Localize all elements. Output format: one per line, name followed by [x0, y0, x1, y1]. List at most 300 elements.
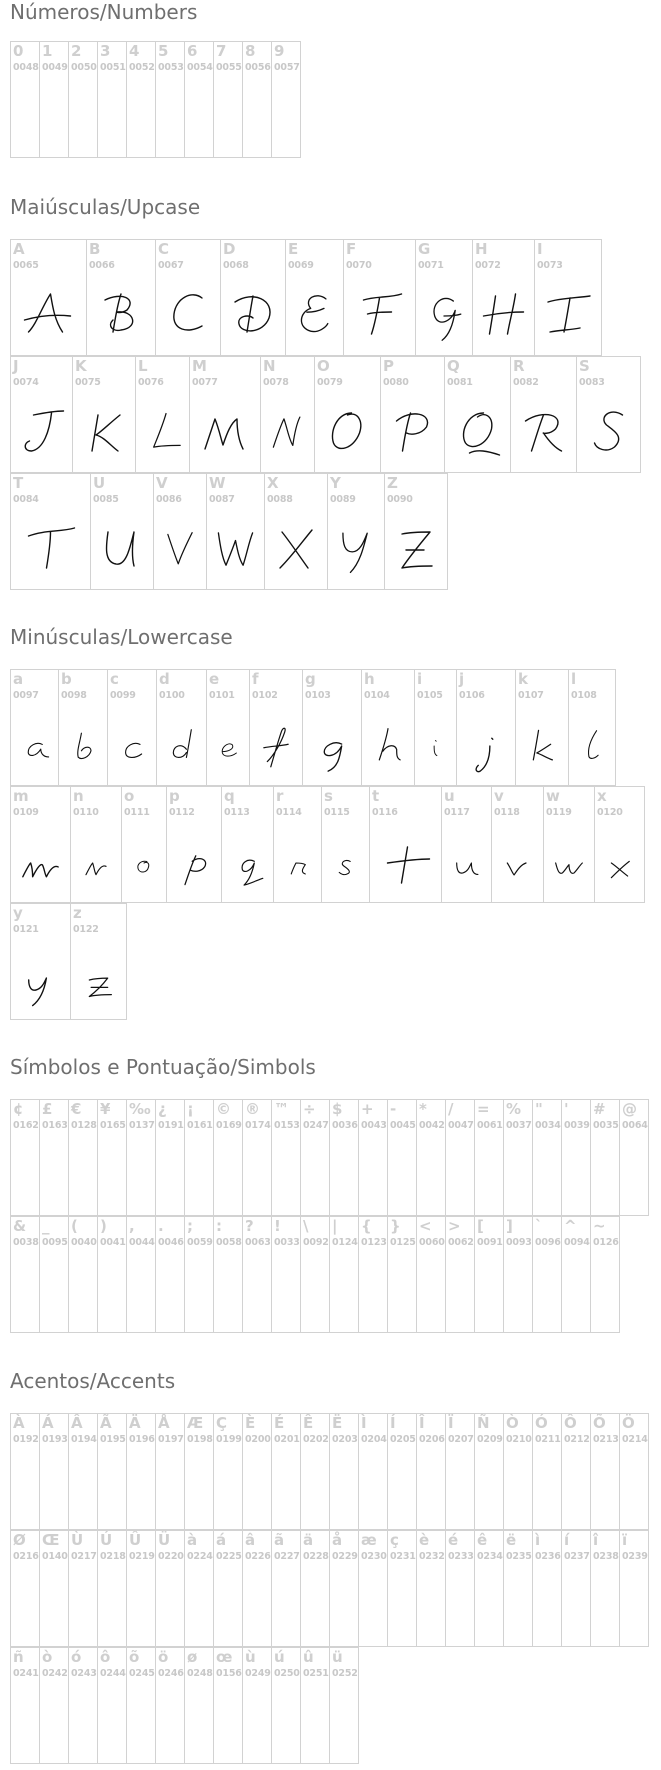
- glyph-character: p: [169, 787, 180, 805]
- glyph-character: ü: [332, 1648, 343, 1666]
- glyph-code: 0124: [332, 1237, 358, 1248]
- glyph-character: ": [535, 1100, 543, 1118]
- glyph-code: 0250: [274, 1668, 300, 1679]
- glyph-sample-O: [315, 403, 380, 463]
- glyph-character: h: [364, 670, 375, 688]
- glyph-character: 6: [187, 42, 198, 60]
- glyph-character: í: [564, 1531, 570, 1549]
- glyph-cell: [242, 1647, 272, 1764]
- glyph-sample-J: [11, 403, 72, 463]
- glyph-cell: [206, 669, 250, 786]
- glyph-code: 0251: [303, 1668, 329, 1679]
- glyph-code: 0220: [158, 1551, 184, 1562]
- glyph-character: w: [546, 787, 560, 805]
- glyph-cell: [491, 786, 544, 903]
- glyph-character: Q: [447, 357, 460, 375]
- glyph-code: 0248: [187, 1668, 213, 1679]
- glyph-cell: [456, 669, 516, 786]
- glyph-character: \: [303, 1217, 309, 1235]
- glyph-cell: [444, 356, 511, 473]
- glyph-cell: [445, 1099, 475, 1216]
- glyph-code: 0105: [417, 690, 443, 701]
- glyph-code: 0193: [42, 1434, 68, 1445]
- glyph-character: É: [274, 1414, 285, 1432]
- glyph-cell: [10, 1216, 40, 1333]
- glyph-cell: [220, 239, 286, 356]
- glyph-code: 0080: [383, 377, 409, 388]
- glyph-character: ô: [100, 1648, 111, 1666]
- glyph-code: 0093: [506, 1237, 532, 1248]
- glyph-code: 0197: [158, 1434, 184, 1445]
- glyph-code: 0082: [513, 377, 539, 388]
- glyph-sample-A: [11, 286, 86, 346]
- glyph-character: ê: [477, 1531, 488, 1549]
- glyph-cell: [285, 239, 344, 356]
- glyph-cell: [155, 1647, 185, 1764]
- glyph-sample-d: [157, 716, 206, 776]
- glyph-character: E: [288, 240, 299, 258]
- glyph-code: 0064: [622, 1120, 648, 1131]
- glyph-code: 0153: [274, 1120, 300, 1131]
- glyph-cell: [534, 239, 602, 356]
- glyph-character: Ã: [100, 1414, 112, 1432]
- glyph-cell: [358, 1530, 388, 1647]
- glyph-character: J: [13, 357, 19, 375]
- glyph-character: z: [73, 904, 82, 922]
- glyph-cell: [155, 1530, 185, 1647]
- glyph-cell: [416, 1530, 446, 1647]
- glyph-code: 0053: [158, 62, 184, 73]
- glyph-cell: [97, 41, 127, 158]
- glyph-cell: [343, 239, 416, 356]
- glyph-character: ¿: [158, 1100, 167, 1118]
- glyph-code: 0196: [129, 1434, 155, 1445]
- glyph-cell: [68, 1216, 98, 1333]
- glyph-character: +: [361, 1100, 374, 1118]
- section-title: Minúsculas/Lowercase: [10, 625, 233, 649]
- glyph-code: 0202: [303, 1434, 329, 1445]
- glyph-code: 0121: [13, 924, 39, 935]
- glyph-cell: [184, 1413, 214, 1530]
- glyph-character: L: [138, 357, 148, 375]
- glyph-character: H: [475, 240, 488, 258]
- glyph-cell: [561, 1216, 591, 1333]
- glyph-cell: [532, 1413, 562, 1530]
- glyph-character: O: [317, 357, 330, 375]
- glyph-code: 0042: [419, 1120, 445, 1131]
- glyph-cell: [10, 1647, 40, 1764]
- glyph-code: 0201: [274, 1434, 300, 1445]
- glyph-code: 0059: [187, 1237, 213, 1248]
- glyph-character: è: [419, 1531, 430, 1549]
- glyph-cell: [10, 786, 71, 903]
- glyph-character: Å: [158, 1414, 170, 1432]
- glyph-cell: [68, 1647, 98, 1764]
- glyph-cell: [474, 1530, 504, 1647]
- glyph-sample-L: [136, 403, 189, 463]
- glyph-code: 0051: [100, 62, 126, 73]
- glyph-cell: [153, 473, 207, 590]
- glyph-code: 0062: [448, 1237, 474, 1248]
- glyph-code: 0057: [274, 62, 300, 73]
- glyph-cell: [619, 1099, 649, 1216]
- glyph-cell: [503, 1099, 533, 1216]
- glyph-cell: [213, 1099, 243, 1216]
- glyph-cell: [300, 1647, 330, 1764]
- glyph-code: 0211: [535, 1434, 561, 1445]
- glyph-code: 0225: [216, 1551, 242, 1562]
- glyph-character: Ï: [448, 1414, 454, 1432]
- glyph-character: C: [158, 240, 170, 258]
- glyph-row: [10, 1530, 648, 1647]
- glyph-code: 0044: [129, 1237, 155, 1248]
- glyph-character: î: [593, 1531, 599, 1549]
- glyph-character: N: [263, 357, 276, 375]
- glyph-code: 0078: [263, 377, 289, 388]
- glyph-code: 0037: [506, 1120, 532, 1131]
- glyph-code: 0210: [506, 1434, 532, 1445]
- glyph-sample-P: [381, 403, 444, 463]
- glyph-code: 0074: [13, 377, 39, 388]
- glyph-sample-Q: [445, 403, 510, 463]
- glyph-code: 0165: [100, 1120, 126, 1131]
- glyph-character: ä: [303, 1531, 314, 1549]
- glyph-cell: [184, 1099, 214, 1216]
- glyph-cell: [594, 786, 645, 903]
- glyph-code: 0063: [245, 1237, 271, 1248]
- glyph-code: 0198: [187, 1434, 213, 1445]
- glyph-code: 0169: [216, 1120, 242, 1131]
- glyph-sample-s: [322, 833, 369, 893]
- glyph-cell: [242, 1216, 272, 1333]
- glyph-character: Ò: [506, 1414, 519, 1432]
- glyph-character: q: [224, 787, 235, 805]
- glyph-code: 0224: [187, 1551, 213, 1562]
- glyph-code: 0115: [324, 807, 350, 818]
- glyph-character: ®: [245, 1100, 260, 1118]
- glyph-character: 7: [216, 42, 227, 60]
- glyph-cell: [126, 1530, 156, 1647]
- glyph-character: Û: [129, 1531, 142, 1549]
- glyph-character: i: [417, 670, 423, 688]
- glyph-code: 0245: [129, 1668, 155, 1679]
- glyph-cell: [532, 1099, 562, 1216]
- glyph-sample-n: [71, 833, 121, 893]
- glyph-code: 0046: [158, 1237, 184, 1248]
- glyph-character: Ä: [129, 1414, 141, 1432]
- glyph-character: ö: [158, 1648, 169, 1666]
- glyph-sample-j: [457, 716, 515, 776]
- glyph-character: Æ: [187, 1414, 204, 1432]
- glyph-row: [10, 903, 126, 1020]
- glyph-code: 0120: [597, 807, 623, 818]
- glyph-cell: [39, 1216, 69, 1333]
- glyph-character: -: [390, 1100, 397, 1118]
- glyph-cell: [10, 41, 40, 158]
- glyph-sample-e: [207, 716, 249, 776]
- glyph-code: 0058: [216, 1237, 242, 1248]
- glyph-cell: [97, 1413, 127, 1530]
- glyph-character: 9: [274, 42, 285, 60]
- glyph-sample-H: [473, 286, 534, 346]
- glyph-cell: [416, 1413, 446, 1530]
- glyph-character: s: [324, 787, 333, 805]
- glyph-cell: [260, 356, 315, 473]
- glyph-character: Î: [419, 1414, 425, 1432]
- glyph-row: [10, 1647, 358, 1764]
- glyph-character: *: [419, 1100, 427, 1118]
- glyph-character: 5: [158, 42, 169, 60]
- glyph-character: ó: [71, 1648, 82, 1666]
- glyph-code: 0090: [387, 494, 413, 505]
- glyph-character: Ö: [622, 1414, 635, 1432]
- glyph-code: 0095: [42, 1237, 68, 1248]
- glyph-character: ': [564, 1100, 569, 1118]
- glyph-character: ?: [245, 1217, 254, 1235]
- glyph-row: [10, 1413, 648, 1530]
- glyph-sample-K: [73, 403, 135, 463]
- glyph-sample-G: [416, 286, 472, 346]
- glyph-character: P: [383, 357, 394, 375]
- glyph-cell: [121, 786, 167, 903]
- glyph-code: 0047: [448, 1120, 474, 1131]
- glyph-sample-T: [11, 520, 90, 580]
- glyph-code: 0052: [129, 62, 155, 73]
- glyph-cell: [213, 1413, 243, 1530]
- glyph-code: 0049: [42, 62, 68, 73]
- glyph-character: €: [71, 1100, 82, 1118]
- glyph-character: F: [346, 240, 357, 258]
- glyph-code: 0247: [303, 1120, 329, 1131]
- glyph-code: 0156: [216, 1668, 242, 1679]
- glyph-character: Ê: [303, 1414, 314, 1432]
- glyph-code: 0126: [593, 1237, 619, 1248]
- glyph-code: 0192: [13, 1434, 39, 1445]
- glyph-code: 0054: [187, 62, 213, 73]
- glyph-cell: [184, 1647, 214, 1764]
- glyph-cell: [503, 1530, 533, 1647]
- glyph-cell: [86, 239, 156, 356]
- glyph-character: @: [622, 1100, 637, 1118]
- glyph-character: Á: [42, 1414, 54, 1432]
- glyph-code: 0055: [216, 62, 242, 73]
- glyph-code: 0088: [267, 494, 293, 505]
- glyph-character: ¡: [187, 1100, 194, 1118]
- glyph-cell: [184, 1216, 214, 1333]
- glyph-code: 0140: [42, 1551, 68, 1562]
- glyph-code: 0137: [129, 1120, 155, 1131]
- glyph-code: 0206: [419, 1434, 445, 1445]
- glyph-code: 0235: [506, 1551, 532, 1562]
- glyph-cell: [206, 473, 265, 590]
- glyph-character: Y: [330, 474, 341, 492]
- glyph-cell: [97, 1099, 127, 1216]
- glyph-code: 0125: [390, 1237, 416, 1248]
- glyph-character: ™: [274, 1100, 289, 1118]
- glyph-cell: [503, 1216, 533, 1333]
- glyph-code: 0204: [361, 1434, 387, 1445]
- glyph-sample-o: [122, 833, 166, 893]
- glyph-code: 0249: [245, 1668, 271, 1679]
- glyph-cell: [387, 1413, 417, 1530]
- glyph-character: ï: [622, 1531, 628, 1549]
- glyph-cell: [445, 1530, 475, 1647]
- glyph-sample-X: [265, 520, 327, 580]
- glyph-character: å: [332, 1531, 343, 1549]
- glyph-row: [10, 1216, 619, 1333]
- glyph-cell: [184, 1530, 214, 1647]
- glyph-sample-z: [71, 950, 126, 1010]
- glyph-sample-R: [511, 403, 576, 463]
- glyph-character: !: [274, 1217, 281, 1235]
- glyph-code: 0217: [71, 1551, 97, 1562]
- glyph-character: r: [276, 787, 284, 805]
- glyph-character: |: [332, 1217, 338, 1235]
- glyph-code: 0199: [216, 1434, 242, 1445]
- glyph-sample-f: [250, 716, 302, 776]
- glyph-code: 0112: [169, 807, 195, 818]
- glyph-cell: [302, 669, 362, 786]
- glyph-character: Ë: [332, 1414, 343, 1432]
- glyph-code: 0089: [330, 494, 356, 505]
- glyph-cell: [590, 1099, 620, 1216]
- glyph-sample-x: [595, 833, 644, 893]
- glyph-sample-k: [516, 716, 568, 776]
- glyph-character: 1: [42, 42, 53, 60]
- glyph-cell: [10, 356, 73, 473]
- glyph-character: #: [593, 1100, 606, 1118]
- glyph-character: A: [13, 240, 25, 258]
- glyph-cell: [416, 1216, 446, 1333]
- glyph-code: 0098: [61, 690, 87, 701]
- glyph-character: g: [305, 670, 316, 688]
- glyph-sample-g: [303, 716, 361, 776]
- glyph-cell: [90, 473, 154, 590]
- glyph-code: 0048: [13, 62, 39, 73]
- glyph-cell: [561, 1413, 591, 1530]
- glyph-character: y: [13, 904, 23, 922]
- glyph-character: }: [390, 1217, 401, 1235]
- glyph-sample-i: [415, 716, 456, 776]
- glyph-sample-y: [11, 950, 70, 1010]
- glyph-code: 0213: [593, 1434, 619, 1445]
- glyph-sample-l: [569, 716, 615, 776]
- glyph-code: 0214: [622, 1434, 648, 1445]
- glyph-character: ã: [274, 1531, 285, 1549]
- glyph-cell: [10, 239, 87, 356]
- glyph-code: 0092: [303, 1237, 329, 1248]
- glyph-cell: [213, 41, 243, 158]
- glyph-code: 0195: [100, 1434, 126, 1445]
- glyph-character: W: [209, 474, 226, 492]
- glyph-cell: [189, 356, 261, 473]
- glyph-character: `: [535, 1217, 543, 1235]
- glyph-cell: [155, 41, 185, 158]
- glyph-cell: [329, 1413, 359, 1530]
- glyph-code: 0038: [13, 1237, 39, 1248]
- glyph-cell: [213, 1647, 243, 1764]
- glyph-character: [: [477, 1217, 484, 1235]
- glyph-character: {: [361, 1217, 372, 1235]
- glyph-cell: [619, 1413, 649, 1530]
- glyph-character: k: [518, 670, 528, 688]
- glyph-code: 0094: [564, 1237, 590, 1248]
- glyph-code: 0230: [361, 1551, 387, 1562]
- glyph-cell: [155, 1216, 185, 1333]
- glyph-cell: [300, 1216, 330, 1333]
- glyph-code: 0194: [71, 1434, 97, 1445]
- glyph-sample-U: [91, 520, 153, 580]
- glyph-cell: [543, 786, 595, 903]
- glyph-code: 0104: [364, 690, 390, 701]
- glyph-cell: [264, 473, 328, 590]
- glyph-code: 0100: [159, 690, 185, 701]
- glyph-character: à: [187, 1531, 198, 1549]
- glyph-code: 0122: [73, 924, 99, 935]
- glyph-code: 0060: [419, 1237, 445, 1248]
- glyph-cell: [39, 1530, 69, 1647]
- glyph-cell: [156, 669, 207, 786]
- glyph-cell: [415, 239, 473, 356]
- glyph-cell: [358, 1099, 388, 1216]
- glyph-code: 0103: [305, 690, 331, 701]
- glyph-code: 0114: [276, 807, 302, 818]
- glyph-character: ): [100, 1217, 107, 1235]
- glyph-code: 0244: [100, 1668, 126, 1679]
- glyph-code: 0236: [535, 1551, 561, 1562]
- glyph-code: 0239: [622, 1551, 648, 1562]
- glyph-cell: [242, 1413, 272, 1530]
- glyph-cell: [184, 41, 214, 158]
- glyph-character: 0: [13, 42, 24, 60]
- glyph-character: T: [13, 474, 24, 492]
- glyph-cell: [474, 1216, 504, 1333]
- glyph-cell: [590, 1413, 620, 1530]
- glyph-character: t: [372, 787, 380, 805]
- glyph-cell: [314, 356, 381, 473]
- glyph-sample-B: [87, 286, 155, 346]
- glyph-character: M: [192, 357, 207, 375]
- glyph-sample-Z: [385, 520, 447, 580]
- glyph-code: 0068: [223, 260, 249, 271]
- glyph-character: ì: [535, 1531, 541, 1549]
- glyph-code: 0043: [361, 1120, 387, 1131]
- glyph-cell: [300, 1099, 330, 1216]
- glyph-code: 0229: [332, 1551, 358, 1562]
- glyph-character: U: [93, 474, 106, 492]
- glyph-code: 0036: [332, 1120, 358, 1131]
- glyph-character: b: [61, 670, 72, 688]
- glyph-code: 0072: [475, 260, 501, 271]
- glyph-cell: [213, 1530, 243, 1647]
- glyph-code: 0097: [13, 690, 39, 701]
- glyph-character: ÷: [303, 1100, 316, 1118]
- glyph-cell: [576, 356, 641, 473]
- glyph-code: 0241: [13, 1668, 39, 1679]
- glyph-character: ò: [42, 1648, 53, 1666]
- glyph-sample-W: [207, 520, 264, 580]
- glyph-row: [10, 1099, 648, 1216]
- glyph-character: &: [13, 1217, 27, 1235]
- glyph-sample-C: [156, 286, 220, 346]
- section-title: Números/Numbers: [10, 0, 198, 24]
- glyph-code: 0096: [535, 1237, 561, 1248]
- glyph-cell: [10, 903, 71, 1020]
- glyph-code: 0066: [89, 260, 115, 271]
- glyph-cell: [329, 1530, 359, 1647]
- glyph-code: 0039: [564, 1120, 590, 1131]
- glyph-code: 0209: [477, 1434, 503, 1445]
